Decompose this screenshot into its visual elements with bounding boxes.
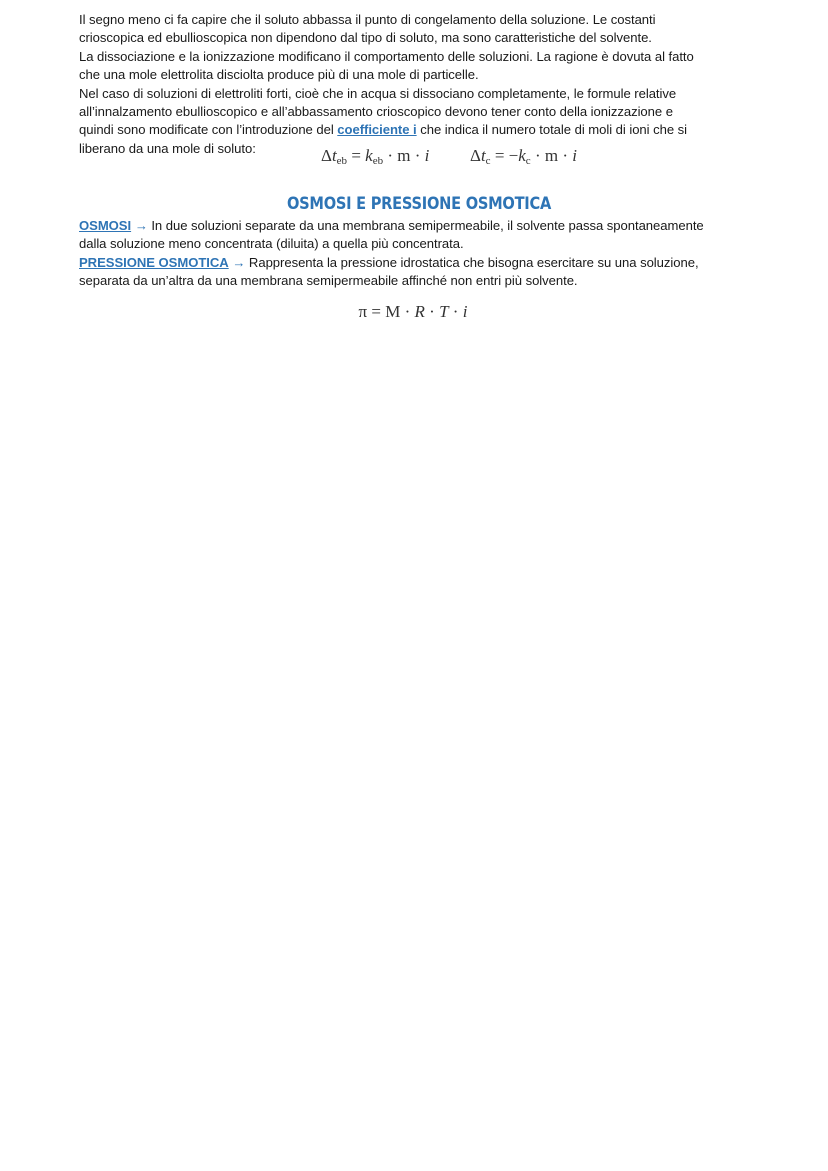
formula-operators: · m ·: [383, 145, 425, 165]
formula-var-i: i: [462, 302, 468, 322]
paragraph-line: Il segno meno ci fa capire che il soluto abbassa il punto di congelamento della soluzione. Le costanti: [79, 12, 656, 27]
document-page: [79, 11, 759, 322]
formula-var-k: k: [365, 145, 373, 165]
paragraph-line: che una mole elettrolita disciolta produce più di una mole di particelle.: [79, 67, 479, 83]
definition-text: In due soluzioni separate da una membrana semipermeabile, il solvente passa spontaneamente: [147, 217, 704, 233]
pressione-definition-line: [79, 254, 759, 272]
formula-equals: =: [347, 145, 366, 165]
formula-delta: Δ: [321, 145, 332, 165]
formula-var-k: k: [518, 145, 526, 165]
boiling-point-formula: [321, 146, 429, 167]
pressione-definition-line: separata da un’altra da una membrana semipermeabile affinché non entri più solvente.: [79, 273, 578, 289]
osmosi-definition-line: dalla soluzione meno concentrata (diluita) a quella più concentrata.: [79, 236, 464, 252]
osmosi-definition-line: [79, 217, 759, 235]
formula-lhs: π = M ·: [358, 302, 415, 322]
definition-text: Rappresenta la pressione idrostatica che bisogna esercitare su una soluzione,: [245, 254, 699, 270]
arrow-right-icon: →: [134, 217, 148, 233]
formula-delta: Δ: [470, 145, 481, 165]
line-text: che indica il numero totale di moli di ioni che si: [416, 122, 688, 138]
formula-var-t: t: [480, 145, 486, 165]
formula-row: [79, 140, 759, 167]
formula-subscript: c: [485, 154, 491, 167]
freezing-point-formula: [470, 146, 577, 167]
paragraph-line: all’innalzamento ebullioscopico e all’abbassamento crioscopico devono tener conto della ionizzazione e: [79, 104, 673, 120]
section-heading: OSMOSI E PRESSIONE OSMOTICA: [286, 193, 552, 214]
formula-operator: ·: [448, 302, 463, 322]
formula-subscript: eb: [336, 154, 348, 167]
formula-subscript: eb: [372, 154, 384, 167]
line-text: quindi sono modificate con l’introduzione del: [79, 122, 338, 138]
formula-var-t: t: [331, 145, 337, 165]
paragraph-line: La dissociazione e la ionizzazione modificano il comportamento delle soluzioni. La ragione è dovuta al fatto: [79, 48, 694, 64]
paragraph-line: liberano da una mole di soluto:: [79, 140, 256, 156]
paragraph-line: [79, 121, 759, 139]
formula-var-i: i: [572, 145, 577, 165]
formula-var-t: T: [439, 302, 449, 322]
paragraph-line: crioscopica ed ebullioscopica non dipendono dal tipo di soluto, ma sono caratteristiche del solvente.: [79, 30, 652, 46]
formula-var-i: i: [424, 145, 430, 165]
paragraph-line: Nel caso di soluzioni di elettroliti forti, cioè che in acqua si dissociano completamente, le formule relative: [79, 85, 677, 101]
formula-operator: ·: [424, 302, 440, 322]
osmotic-pressure-formula: [79, 302, 759, 322]
formula-equals: = −: [490, 145, 519, 165]
formula-subscript: c: [525, 154, 531, 167]
formula-var-r: R: [414, 302, 425, 322]
formula-operators: · m ·: [530, 145, 573, 165]
osmosi-link[interactable]: OSMOSI: [79, 217, 132, 233]
coefficiente-i-link[interactable]: coefficiente i: [337, 122, 417, 138]
arrow-right-icon: →: [232, 254, 246, 270]
pressione-osmotica-link[interactable]: PRESSIONE OSMOTICA: [79, 254, 229, 270]
